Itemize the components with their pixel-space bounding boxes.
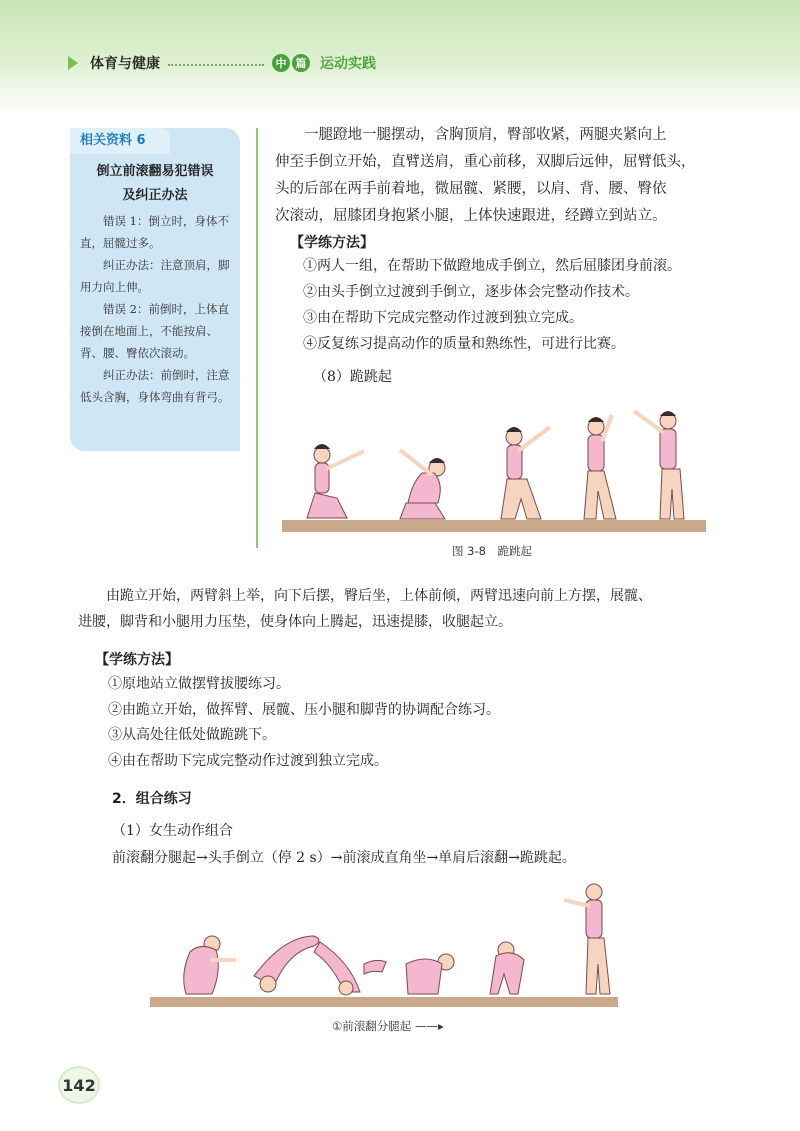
- triangle-icon: [68, 56, 78, 70]
- sidebar-paragraph: 纠正办法：注意顶肩，脚用力向上伸。: [80, 258, 230, 294]
- gymnast-figure: [584, 415, 616, 519]
- sidebar-paragraph: 错误 1：倒立时，身体不直，屈髋过多。: [80, 214, 229, 250]
- vertical-divider: [256, 128, 258, 548]
- sidebar-paragraph: 纠正办法：前倒时，注意低头含胸，身体弯曲有背弓。: [80, 368, 230, 404]
- gymnast-figure: [254, 936, 319, 992]
- gymnast-figure: [406, 954, 454, 994]
- sidebar-title-line: 及纠正办法: [122, 188, 188, 203]
- top-text-line: 次滚动，屈膝团身抱紧小腿，上体快速跟进，经蹲立到站立。: [275, 208, 667, 224]
- dotted-leader: [168, 64, 264, 66]
- book-title: 体育与健康: [90, 56, 160, 72]
- running-header: [68, 52, 376, 74]
- forward-roll-split-figure: [150, 880, 618, 1020]
- gymnast-figure: [634, 411, 684, 519]
- method-item: ②由跪立开始，做挥臂、展髋、压小腿和脚背的协调配合练习。: [108, 702, 500, 718]
- sidebar-body: [80, 210, 232, 408]
- gymnast-figure: [564, 884, 610, 994]
- method-label: 【学练方法】: [290, 235, 374, 251]
- part-badge-2: 篇: [292, 54, 310, 72]
- top-text-line: 头的后部在两手前着地，微屈髋、紧腰，以肩、背、腰、臀依: [275, 181, 667, 197]
- method-item: ③由在帮助下完成完整动作过渡到独立完成。: [303, 310, 583, 326]
- gymnast-figure: [400, 450, 445, 519]
- sidebar-title: [76, 160, 234, 208]
- gymnast-figure: [490, 942, 524, 994]
- combo-subheading: （1）女生动作组合: [112, 823, 233, 839]
- top-text-line: 伸至手倒立开始，直臂送肩，重心前移，双脚后远伸，屈臂低头，: [275, 154, 696, 170]
- method-item: ①原地站立做摆臂拔腰练习。: [108, 676, 290, 692]
- combo-sequence: 前滚翻分腿起→头手倒立（停 2 s）→前滚成直角坐→单肩后滚翻→跪跳起。: [112, 850, 576, 866]
- figure2-caption: ①前滚翻分腿起 ——▸: [332, 1019, 444, 1033]
- method-item: ④反复练习提高动作的质量和熟练性，可进行比赛。: [303, 336, 625, 352]
- middle-text-line: 进腰，脚背和小腿用力压垫，使身体向上腾起，迅速提膝，收腿起立。: [78, 614, 512, 630]
- sidebar-tab: 相关资料 6: [70, 128, 170, 154]
- gymnast-figure: [307, 444, 364, 518]
- floor-mat: [282, 520, 706, 532]
- method-item: ①两人一组，在帮助下做蹬地成手倒立，然后屈膝团身前滚。: [303, 258, 681, 274]
- section-title: 运动实践: [320, 56, 376, 72]
- gymnast-figure: [184, 936, 236, 994]
- top-text-line: 一腿蹬地一腿摆动，含胸顶肩，臀部收紧，两腿夹紧向上: [304, 127, 667, 143]
- method-item: ②由头手倒立过渡到手倒立，逐步体会完整动作技术。: [303, 284, 639, 300]
- method-item: ③从高处往低处做跪跳下。: [108, 727, 276, 743]
- page-number: 142: [58, 1066, 100, 1104]
- middle-text-line: 由跪立开始，两臂斜上举，向下后摆，臀后坐，上体前倾，两臂迅速向前上方摆，展髋、: [106, 588, 652, 604]
- method-item: ④由在帮助下完成完整动作过渡到独立完成。: [108, 753, 388, 769]
- method-label: 【学练方法】: [95, 652, 179, 668]
- figure1-caption: 图 3-8 跪跳起: [452, 544, 532, 558]
- part-badge: 中: [272, 54, 290, 72]
- subheading: （8）跪跳起: [313, 369, 392, 385]
- kneeling-jump-figure: [282, 405, 706, 537]
- gymnast-figure: [501, 427, 550, 519]
- floor-mat: [150, 997, 618, 1007]
- gymnast-figure: [314, 942, 386, 995]
- section-heading: 2．组合练习: [112, 791, 192, 807]
- sidebar-paragraph: 错误 2：前倒时，上体直接倒在地面上，不能按肩、背、腰、臀依次滚动。: [80, 302, 229, 360]
- sidebar-box: [70, 128, 240, 451]
- sidebar-title-line: 倒立前滚翻易犯错误: [96, 164, 214, 179]
